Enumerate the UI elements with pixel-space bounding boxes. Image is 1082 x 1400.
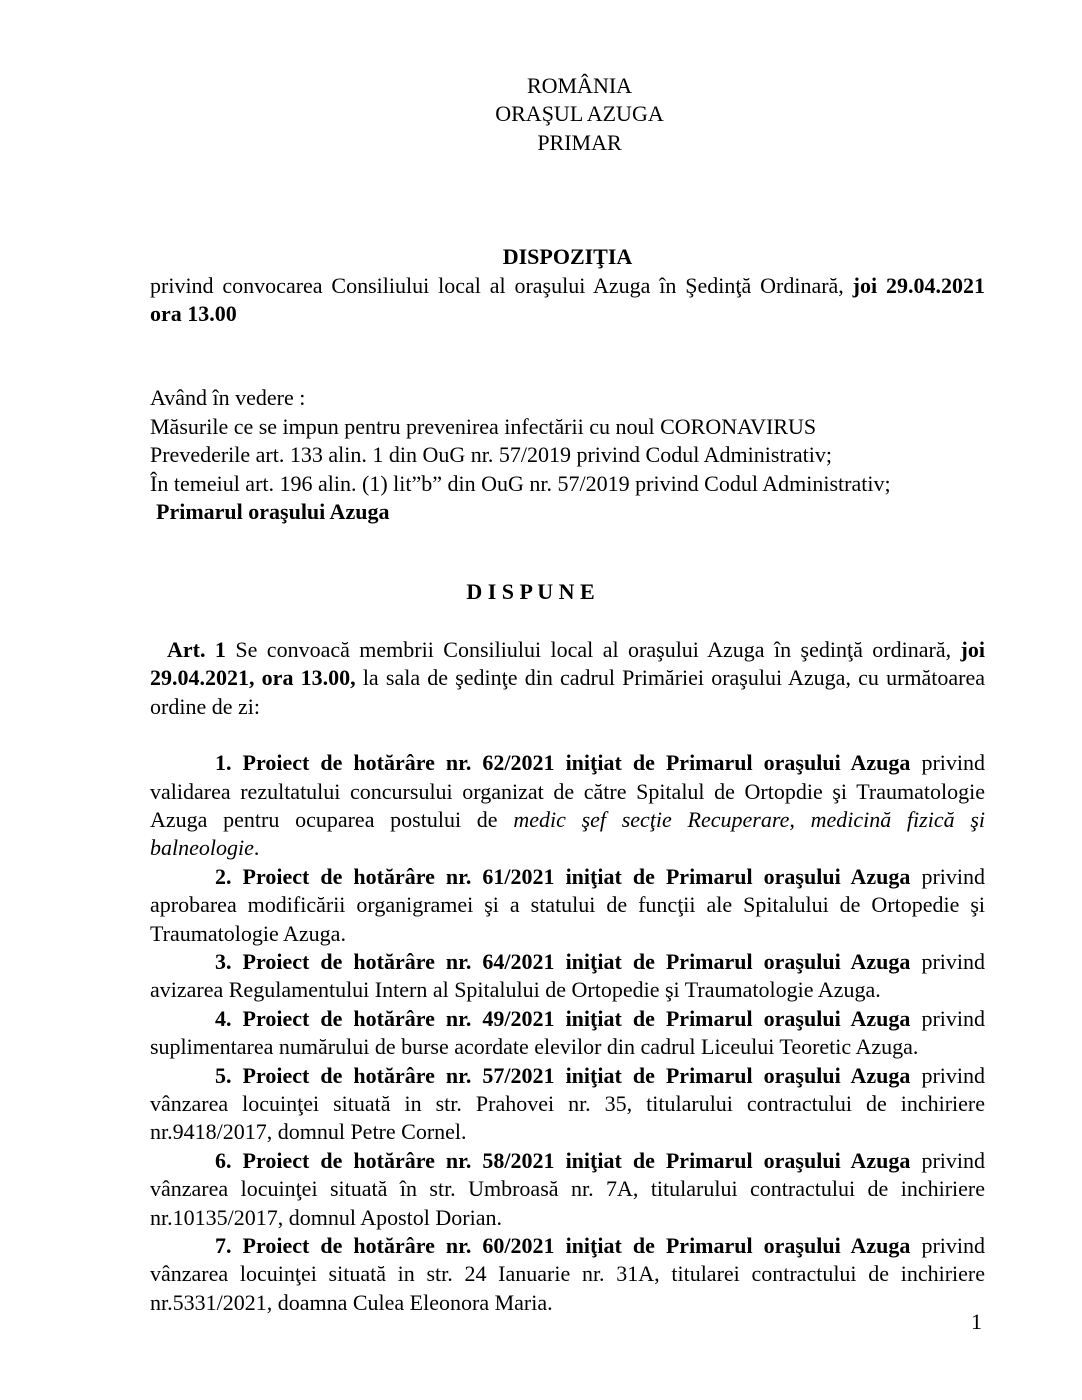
agenda-item-lead: 7. Proiect de hotărâre nr. 60/2021 iniţiat de Primarul oraşului Azuga bbox=[215, 1233, 911, 1258]
preamble-signatory: Primarul oraşului Azuga bbox=[156, 499, 390, 525]
agenda-item-tail: . bbox=[253, 835, 260, 861]
agenda-item-lead: 1. Proiect de hotărâre nr. 62/2021 iniţiat de Primarul oraşului Azuga bbox=[215, 750, 911, 776]
agenda-item-7 bbox=[150, 1232, 985, 1317]
document-title: DISPOZIŢIA bbox=[502, 244, 633, 270]
agenda-item-6 bbox=[150, 1147, 985, 1232]
preamble-line: În temeiul art. 196 alin. (1) lit”b” din OuG nr. 57/2019 privind Codul Administrativ; bbox=[150, 470, 891, 496]
preamble-line: Prevederile art. 133 alin. 1 din OuG nr. 57/2019 privind Codul Administrativ; bbox=[150, 442, 832, 468]
agenda-item-body: privind suplimentarea numărului de burse acordate elevilor din cadrul Liceului Teoretic Azuga. bbox=[150, 1005, 985, 1060]
subtitle-date-bold: joi 29.04.2021 ora 13.00 bbox=[150, 272, 985, 327]
article-1-text-tail: la sala de şedinţe din cadrul Primăriei oraşului Azuga, cu următoarea ordine de zi: bbox=[150, 665, 986, 719]
subtitle-text: privind convocarea Consiliului local al oraşului Azuga în Şedinţă Ordinară, bbox=[150, 272, 853, 298]
preamble-line: Măsurile ce se impun pentru prevenirea infectării cu noul CORONAVIRUS bbox=[150, 413, 817, 439]
article-1-date-bold: joi 29.04.2021, ora 13.00, bbox=[150, 636, 985, 691]
agenda-item-lead: 5. Proiect de hotărâre nr. 57/2021 iniţiat de Primarul oraşului Azuga bbox=[215, 1062, 911, 1088]
preamble-section bbox=[150, 384, 985, 526]
agenda-item-5 bbox=[150, 1062, 985, 1147]
header-line-city: ORAŞUL AZUGA bbox=[495, 101, 664, 127]
document-subtitle bbox=[150, 272, 985, 329]
page-number: 1 bbox=[971, 1309, 982, 1334]
agenda-list bbox=[150, 749, 985, 1317]
agenda-item-body: privind aprobarea modificării organigramei şi a statului de funcţii ale Spitalului de Ortopedie şi Traumatologie Azuga. bbox=[150, 863, 985, 946]
dispune-heading: D I S P U N E bbox=[466, 579, 595, 605]
agenda-item-lead: 2. Proiect de hotărâre nr. 61/2021 iniţiat de Primarul oraşului Azuga bbox=[215, 863, 911, 889]
agenda-item-body: privind vânzarea locuinţei situată in str. Prahovei nr. 35, titularului contractului de inchiriere nr.9418/2017, domnul Petre Cornel. bbox=[150, 1062, 985, 1145]
agenda-item-3 bbox=[150, 948, 985, 1005]
article-1-label: Art. 1 bbox=[167, 636, 226, 662]
header-line-country: ROMÂNIA bbox=[526, 73, 633, 98]
agenda-item-body: privind vânzarea locuinţei situată in str. 24 Ianuarie nr. 31A, titularei contractului de inchiriere nr.5331/2021, doamna Culea Eleonora Maria. bbox=[150, 1233, 985, 1315]
agenda-item-lead: 4. Proiect de hotărâre nr. 49/2021 iniţiat de Primarul oraşului Azuga bbox=[215, 1005, 911, 1031]
article-1-text: Se convoacă membrii Consiliului local al oraşului Azuga în şedinţă ordinară, bbox=[225, 636, 961, 662]
agenda-item-lead: 6. Proiect de hotărâre nr. 58/2021 iniţiat de Primarul oraşului Azuga bbox=[215, 1147, 911, 1173]
agenda-item-body: privind validarea rezultatului concursului organizat de către Spitalul de Ortopdie şi Traumatologie Azuga pentru ocuparea postului de bbox=[150, 750, 985, 832]
agenda-item-2 bbox=[150, 863, 985, 948]
document-header bbox=[150, 72, 985, 157]
agenda-item-4 bbox=[150, 1005, 985, 1062]
agenda-item-body: privind vânzarea locuinţei situată în str. Umbroasă nr. 7A, titularului contractului de inchiriere nr.10135/2017, domnul Apostol Dorian. bbox=[150, 1147, 985, 1230]
agenda-item-1 bbox=[150, 749, 985, 863]
agenda-item-lead: 3. Proiect de hotărâre nr. 64/2021 iniţiat de Primarul oraşului Azuga bbox=[215, 948, 911, 974]
agenda-item-body: privind avizarea Regulamentului Intern al Spitalului de Ortopedie şi Traumatologie Azuga. bbox=[150, 948, 985, 1003]
agenda-item-italic: medic şef secţie Recuperare, medicină fizică şi balneologie bbox=[150, 806, 985, 861]
header-line-office: PRIMAR bbox=[537, 129, 622, 155]
preamble-line: Având în vedere : bbox=[150, 385, 306, 411]
article-1-paragraph bbox=[150, 636, 985, 721]
